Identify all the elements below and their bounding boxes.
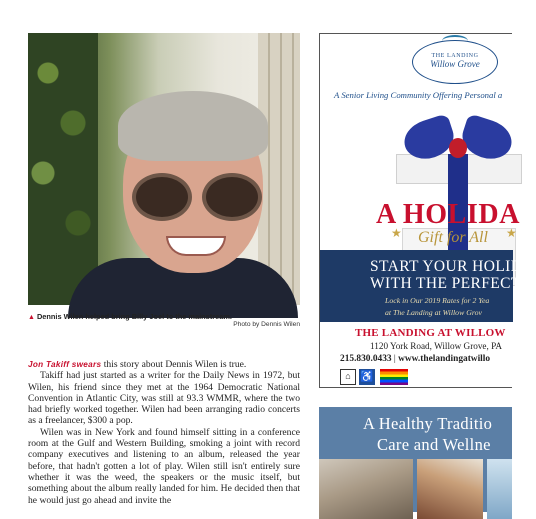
ad-tagline: A Senior Living Community Offering Personal a	[334, 90, 503, 100]
article-byline: Jon Takiff swears	[28, 360, 102, 369]
article-lead-paragraph	[28, 359, 300, 370]
offer-line-3: Lock in Our 2019 Rates for 2 Yea	[385, 296, 490, 305]
wheelchair-accessible-icon: ♿	[360, 371, 374, 383]
landing-advertisement[interactable]	[319, 33, 536, 388]
ad2-headline-2: Care and Wellne	[377, 435, 491, 454]
ad-headline: A HOLIDA	[376, 199, 521, 230]
article-photo	[28, 33, 300, 305]
ad-website-link[interactable]: www.thelandingatwillo	[398, 354, 491, 364]
ad-address: 1120 York Road, Willow Grove, PA	[370, 341, 503, 351]
ad2-headline-1: A Healthy Traditio	[363, 414, 493, 433]
contact-separator: |	[393, 354, 396, 364]
ad-contact-line	[340, 354, 490, 364]
ad2-photo	[487, 459, 512, 519]
photo-caption	[28, 312, 232, 321]
sunglasses-left-lens	[132, 173, 192, 221]
pride-flag-icon	[380, 369, 408, 385]
logo-line-1: THE LANDING	[431, 53, 479, 59]
ad-offer-band	[320, 250, 536, 322]
star-icon: ★	[506, 226, 517, 240]
article-body	[28, 359, 300, 506]
ad2-photo	[417, 459, 483, 519]
ad2-photo	[319, 459, 413, 519]
foliage-background	[28, 33, 98, 305]
offer-line-2: WITH THE PERFECT G	[370, 275, 536, 292]
caption-triangle-icon: ▲	[28, 314, 35, 321]
landing-logo	[412, 40, 498, 84]
article-lead-text: this story about Dennis Wilen is true.	[103, 359, 247, 370]
gift-ornament-icon	[449, 138, 467, 158]
ad-company-name: THE LANDING AT WILLOW	[355, 327, 506, 339]
offer-line-4: at The Landing at Willow Grov	[385, 308, 482, 317]
article-paragraph: Wilen was in New York and found himself sitting in a conference room at the Gulf and Western Building, smoking a joint with record company executives and listening to an album, released the year before, that hadn't gotten a lot of play. Wilen still isn't entirely sure whether it was the weed, the speakers or the music itself, but something about the album really landed for him. He decided then that he would just go ahead and invite the	[28, 426, 300, 506]
star-icon: ★	[391, 226, 402, 240]
photo-credit: Photo by Dennis Wilen	[233, 321, 300, 328]
offer-line-1: START YOUR HOLID	[370, 258, 523, 275]
equal-housing-icon: ⌂	[340, 369, 356, 385]
caption-text: Dennis Wilen helped bring Billy Joel to the mainstream.	[36, 312, 232, 321]
sunglasses-right-lens	[202, 173, 262, 221]
article-paragraph: Takiff had just started as a writer for the Daily News in 1972, but Wilen, his friend since they met at the 1964 Democratic National Convention in Atlantic City, was still at 93.3 WMMR, where the two had briefly worked together. Wilen had been arranging radio concerts as a freelancer, $300 a pop.	[28, 370, 300, 427]
subject-hair	[118, 91, 268, 161]
logo-line-2: Willow Grove	[430, 59, 480, 69]
ad-subheadline: Gift for All	[418, 229, 488, 246]
ad-phone[interactable]: 215.830.0433	[340, 354, 392, 364]
healthy-tradition-advertisement[interactable]	[319, 407, 512, 512]
